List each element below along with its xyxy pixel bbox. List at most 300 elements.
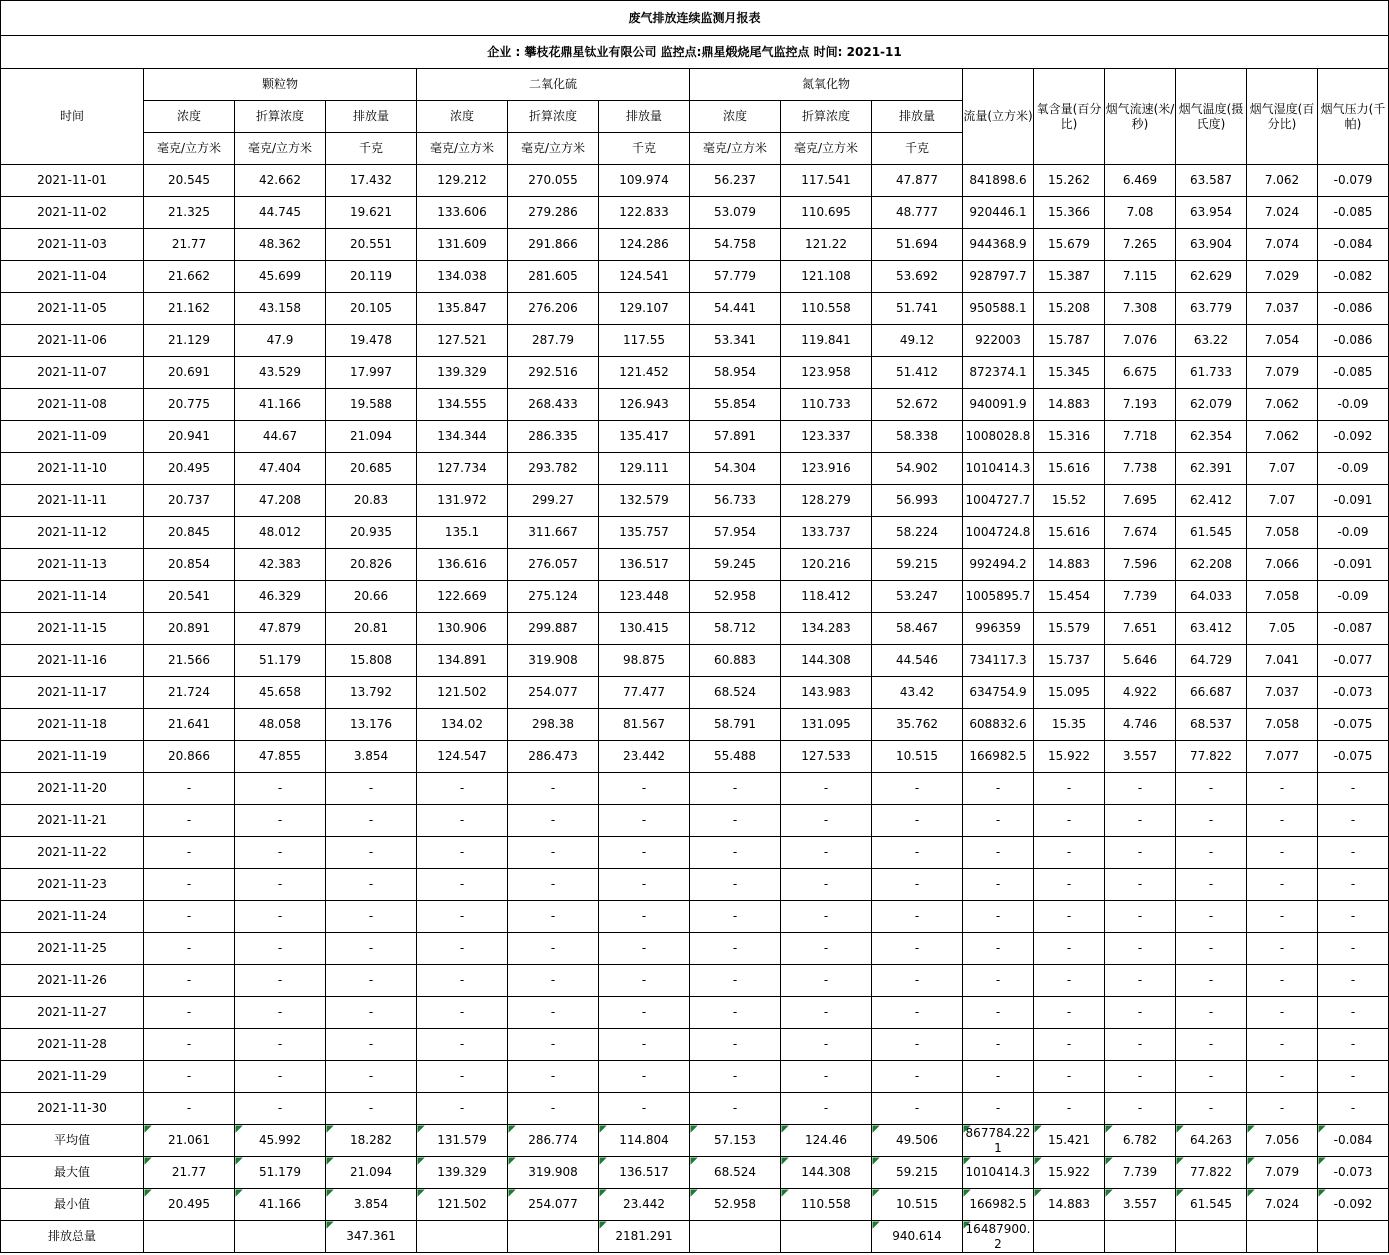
table-row — [1, 965, 1389, 997]
table-cell: - — [781, 805, 872, 837]
row-date: 2021-11-24 — [1, 901, 144, 933]
table-cell: 19.478 — [326, 325, 417, 357]
table-cell: - — [1247, 997, 1318, 1029]
table-row — [1, 869, 1389, 901]
table-cell: 15.616 — [1034, 517, 1105, 549]
table-cell: 15.579 — [1034, 613, 1105, 645]
table-cell: 3.854 — [326, 741, 417, 773]
summary-cell: 136.517 — [599, 1157, 690, 1189]
table-row — [1, 229, 1389, 261]
table-cell: - — [326, 933, 417, 965]
table-cell: - — [1176, 933, 1247, 965]
table-cell: - — [1247, 773, 1318, 805]
table-cell: 128.279 — [781, 485, 872, 517]
summary-label: 排放总量 — [1, 1221, 144, 1253]
table-cell: - — [235, 1093, 326, 1125]
table-cell: 123.916 — [781, 453, 872, 485]
table-cell: - — [508, 997, 599, 1029]
row-date: 2021-11-05 — [1, 293, 144, 325]
table-cell: 734117.3 — [963, 645, 1034, 677]
table-cell: - — [1247, 965, 1318, 997]
table-cell: - — [235, 773, 326, 805]
table-cell: 46.329 — [235, 581, 326, 613]
table-cell: -0.086 — [1318, 293, 1389, 325]
table-cell: 276.206 — [508, 293, 599, 325]
table-cell: 55.854 — [690, 389, 781, 421]
table-cell: - — [963, 869, 1034, 901]
table-cell: - — [1034, 965, 1105, 997]
table-cell: - — [781, 869, 872, 901]
table-cell: - — [599, 1061, 690, 1093]
table-cell: - — [326, 901, 417, 933]
table-cell: 7.07 — [1247, 453, 1318, 485]
summary-cell: 166982.5 — [963, 1189, 1034, 1221]
table-cell: - — [326, 773, 417, 805]
summary-cell — [508, 1221, 599, 1253]
table-cell: 268.433 — [508, 389, 599, 421]
table-cell: 920446.1 — [963, 197, 1034, 229]
table-cell: - — [1176, 805, 1247, 837]
table-cell: 15.787 — [1034, 325, 1105, 357]
table-cell: - — [326, 997, 417, 1029]
table-cell: - — [326, 805, 417, 837]
table-cell: - — [781, 837, 872, 869]
table-cell: - — [690, 837, 781, 869]
table-cell: 6.675 — [1105, 357, 1176, 389]
table-cell: -0.09 — [1318, 453, 1389, 485]
table-cell: 928797.7 — [963, 261, 1034, 293]
table-cell: 133.606 — [417, 197, 508, 229]
table-cell: - — [1247, 933, 1318, 965]
table-cell: - — [1318, 837, 1389, 869]
table-cell: - — [235, 1061, 326, 1093]
table-cell: - — [1176, 869, 1247, 901]
header-time: 时间 — [1, 69, 144, 165]
table-cell: 130.415 — [599, 613, 690, 645]
summary-row — [1, 1189, 1389, 1221]
table-cell: 19.588 — [326, 389, 417, 421]
table-cell: - — [963, 965, 1034, 997]
table-cell: - — [326, 837, 417, 869]
table-cell: 279.286 — [508, 197, 599, 229]
table-cell: -0.084 — [1318, 229, 1389, 261]
table-cell: - — [508, 869, 599, 901]
table-cell: - — [1247, 869, 1318, 901]
table-cell: - — [872, 965, 963, 997]
table-cell: - — [872, 1029, 963, 1061]
header-unit: 千克 — [599, 133, 690, 165]
table-cell: 7.024 — [1247, 197, 1318, 229]
time-label: 时间: — [813, 44, 843, 59]
table-cell: -0.092 — [1318, 421, 1389, 453]
table-cell: - — [235, 869, 326, 901]
summary-cell: 18.282 — [326, 1125, 417, 1157]
table-cell: 7.058 — [1247, 517, 1318, 549]
table-cell: - — [599, 965, 690, 997]
table-cell: 63.904 — [1176, 229, 1247, 261]
table-cell: 286.335 — [508, 421, 599, 453]
header-unit: 毫克/立方米 — [144, 133, 235, 165]
table-cell: 77.477 — [599, 677, 690, 709]
table-cell: 20.685 — [326, 453, 417, 485]
table-cell: - — [508, 1061, 599, 1093]
table-row — [1, 517, 1389, 549]
table-row — [1, 709, 1389, 741]
table-cell: 20.826 — [326, 549, 417, 581]
table-cell: 47.9 — [235, 325, 326, 357]
summary-cell — [144, 1221, 235, 1253]
table-cell: 311.667 — [508, 517, 599, 549]
table-cell: 21.662 — [144, 261, 235, 293]
table-cell: 7.062 — [1247, 165, 1318, 197]
table-row — [1, 997, 1389, 1029]
table-cell: - — [508, 965, 599, 997]
table-cell: 64.729 — [1176, 645, 1247, 677]
table-cell: - — [1034, 901, 1105, 933]
table-cell: - — [1105, 965, 1176, 997]
summary-cell: 6.782 — [1105, 1125, 1176, 1157]
header-unit: 千克 — [872, 133, 963, 165]
summary-cell: 7.056 — [1247, 1125, 1318, 1157]
table-cell: 42.383 — [235, 549, 326, 581]
table-cell: 7.08 — [1105, 197, 1176, 229]
table-cell: 7.265 — [1105, 229, 1176, 261]
table-cell: 7.066 — [1247, 549, 1318, 581]
summary-cell: 2181.291 — [599, 1221, 690, 1253]
table-cell: - — [144, 997, 235, 1029]
table-cell: 53.341 — [690, 325, 781, 357]
row-date: 2021-11-04 — [1, 261, 144, 293]
table-cell: - — [1318, 1029, 1389, 1061]
table-cell: 134.344 — [417, 421, 508, 453]
table-cell: 1004727.7 — [963, 485, 1034, 517]
summary-cell: 1010414.3 — [963, 1157, 1034, 1189]
summary-cell: 77.822 — [1176, 1157, 1247, 1189]
table-cell: - — [326, 869, 417, 901]
table-cell: - — [144, 965, 235, 997]
table-cell: 15.35 — [1034, 709, 1105, 741]
table-cell: - — [1318, 805, 1389, 837]
table-cell: - — [963, 997, 1034, 1029]
table-cell: 144.308 — [781, 645, 872, 677]
table-cell: 52.672 — [872, 389, 963, 421]
table-cell: 7.058 — [1247, 709, 1318, 741]
table-cell: 281.605 — [508, 261, 599, 293]
table-cell: - — [1318, 997, 1389, 1029]
table-cell: 14.883 — [1034, 549, 1105, 581]
report-title: 废气排放连续监测月报表 — [1, 1, 1389, 36]
table-cell: 63.587 — [1176, 165, 1247, 197]
row-date: 2021-11-14 — [1, 581, 144, 613]
summary-cell: 940.614 — [872, 1221, 963, 1253]
summary-cell: 52.958 — [690, 1189, 781, 1221]
table-cell: 7.738 — [1105, 453, 1176, 485]
table-cell: 133.737 — [781, 517, 872, 549]
table-cell: 20.81 — [326, 613, 417, 645]
table-cell: - — [599, 869, 690, 901]
table-cell: 5.646 — [1105, 645, 1176, 677]
table-row — [1, 549, 1389, 581]
header-flow: 流量(立方米) — [963, 69, 1034, 165]
table-cell: - — [599, 773, 690, 805]
table-cell: 68.537 — [1176, 709, 1247, 741]
table-cell: 166982.5 — [963, 741, 1034, 773]
table-cell: 64.033 — [1176, 581, 1247, 613]
table-cell: 124.286 — [599, 229, 690, 261]
table-cell: 121.502 — [417, 677, 508, 709]
table-cell: - — [508, 837, 599, 869]
table-cell: 54.304 — [690, 453, 781, 485]
header-sub-converted: 折算浓度 — [508, 101, 599, 133]
summary-cell: 21.77 — [144, 1157, 235, 1189]
table-cell: - — [1318, 901, 1389, 933]
table-cell: 120.216 — [781, 549, 872, 581]
table-cell: 20.941 — [144, 421, 235, 453]
enterprise-name: 攀枝花鼎星钛业有限公司 — [524, 44, 657, 59]
table-cell: 45.699 — [235, 261, 326, 293]
summary-cell: 121.502 — [417, 1189, 508, 1221]
table-cell: 7.076 — [1105, 325, 1176, 357]
table-cell: 293.782 — [508, 453, 599, 485]
table-cell: - — [1176, 773, 1247, 805]
table-cell: 20.935 — [326, 517, 417, 549]
table-cell: - — [1318, 1061, 1389, 1093]
table-cell: 944368.9 — [963, 229, 1034, 261]
table-cell: - — [1176, 901, 1247, 933]
summary-cell: 319.908 — [508, 1157, 599, 1189]
table-cell: - — [326, 1029, 417, 1061]
table-cell: - — [1318, 1093, 1389, 1125]
table-cell: 134.283 — [781, 613, 872, 645]
row-date: 2021-11-07 — [1, 357, 144, 389]
table-cell: - — [599, 1093, 690, 1125]
table-cell: - — [417, 1093, 508, 1125]
summary-cell: 286.774 — [508, 1125, 599, 1157]
table-cell: 56.237 — [690, 165, 781, 197]
table-cell: 20.545 — [144, 165, 235, 197]
table-cell: - — [235, 837, 326, 869]
table-cell: - — [235, 933, 326, 965]
table-cell: 4.746 — [1105, 709, 1176, 741]
table-cell: 110.695 — [781, 197, 872, 229]
table-cell: - — [690, 869, 781, 901]
table-row — [1, 389, 1389, 421]
table-cell: 44.67 — [235, 421, 326, 453]
table-cell: - — [417, 965, 508, 997]
summary-cell: 21.094 — [326, 1157, 417, 1189]
summary-cell: 16487900.2 — [963, 1221, 1034, 1253]
header-sub-concentration: 浓度 — [690, 101, 781, 133]
header-unit: 毫克/立方米 — [235, 133, 326, 165]
table-cell: - — [963, 805, 1034, 837]
row-date: 2021-11-28 — [1, 1029, 144, 1061]
table-cell: - — [690, 805, 781, 837]
table-cell: 135.417 — [599, 421, 690, 453]
table-cell: 58.954 — [690, 357, 781, 389]
table-cell: -0.073 — [1318, 677, 1389, 709]
table-cell: -0.091 — [1318, 549, 1389, 581]
table-cell: 20.541 — [144, 581, 235, 613]
table-cell: 276.057 — [508, 549, 599, 581]
table-cell: - — [872, 1093, 963, 1125]
summary-label: 最小值 — [1, 1189, 144, 1221]
table-cell: - — [1176, 1093, 1247, 1125]
table-cell: 15.262 — [1034, 165, 1105, 197]
table-cell: 123.448 — [599, 581, 690, 613]
table-cell: -0.079 — [1318, 165, 1389, 197]
summary-cell: 59.215 — [872, 1157, 963, 1189]
row-date: 2021-11-03 — [1, 229, 144, 261]
table-cell: 51.694 — [872, 229, 963, 261]
table-cell: 21.641 — [144, 709, 235, 741]
table-cell: -0.085 — [1318, 197, 1389, 229]
table-cell: - — [144, 1061, 235, 1093]
table-cell: 291.866 — [508, 229, 599, 261]
table-cell: 14.883 — [1034, 389, 1105, 421]
table-cell: 21.325 — [144, 197, 235, 229]
table-row — [1, 1029, 1389, 1061]
table-cell: 63.954 — [1176, 197, 1247, 229]
table-cell: - — [1105, 1029, 1176, 1061]
table-cell: 117.541 — [781, 165, 872, 197]
table-cell: 992494.2 — [963, 549, 1034, 581]
table-cell: 21.162 — [144, 293, 235, 325]
header-unit: 毫克/立方米 — [417, 133, 508, 165]
table-cell: 63.22 — [1176, 325, 1247, 357]
row-date: 2021-11-11 — [1, 485, 144, 517]
table-cell: 110.733 — [781, 389, 872, 421]
table-cell: 117.55 — [599, 325, 690, 357]
summary-cell: 110.558 — [781, 1189, 872, 1221]
table-row — [1, 197, 1389, 229]
table-cell: 47.877 — [872, 165, 963, 197]
table-cell: - — [144, 805, 235, 837]
table-cell: 10.515 — [872, 741, 963, 773]
header-velocity: 烟气流速(米/秒) — [1105, 69, 1176, 165]
table-cell: 23.442 — [599, 741, 690, 773]
table-cell: - — [599, 901, 690, 933]
table-cell: 63.412 — [1176, 613, 1247, 645]
summary-cell: 10.515 — [872, 1189, 963, 1221]
table-cell: 51.741 — [872, 293, 963, 325]
table-cell: 17.997 — [326, 357, 417, 389]
table-cell: 123.958 — [781, 357, 872, 389]
summary-cell: 51.179 — [235, 1157, 326, 1189]
table-cell: 126.943 — [599, 389, 690, 421]
table-cell: 4.922 — [1105, 677, 1176, 709]
table-cell: - — [1176, 1061, 1247, 1093]
table-cell: 109.974 — [599, 165, 690, 197]
table-cell: 58.338 — [872, 421, 963, 453]
table-cell: - — [599, 805, 690, 837]
row-date: 2021-11-23 — [1, 869, 144, 901]
table-cell: 124.547 — [417, 741, 508, 773]
summary-cell: 57.153 — [690, 1125, 781, 1157]
table-cell: - — [144, 773, 235, 805]
summary-cell: -0.073 — [1318, 1157, 1389, 1189]
table-cell: 121.22 — [781, 229, 872, 261]
header-sub-converted: 折算浓度 — [781, 101, 872, 133]
table-cell: 20.551 — [326, 229, 417, 261]
table-cell: 132.579 — [599, 485, 690, 517]
table-cell: - — [599, 1029, 690, 1061]
table-cell: - — [599, 837, 690, 869]
table-cell: 49.12 — [872, 325, 963, 357]
table-row — [1, 677, 1389, 709]
table-cell: 270.055 — [508, 165, 599, 197]
summary-cell: 347.361 — [326, 1221, 417, 1253]
table-cell: - — [235, 901, 326, 933]
summary-row — [1, 1157, 1389, 1189]
table-cell: 135.847 — [417, 293, 508, 325]
summary-cell — [1247, 1221, 1318, 1253]
table-cell: 51.179 — [235, 645, 326, 677]
table-cell: 20.105 — [326, 293, 417, 325]
table-cell: 7.029 — [1247, 261, 1318, 293]
table-cell: - — [144, 1093, 235, 1125]
row-date: 2021-11-06 — [1, 325, 144, 357]
table-cell: - — [781, 997, 872, 1029]
table-cell: - — [235, 997, 326, 1029]
table-cell: 48.012 — [235, 517, 326, 549]
summary-cell: 15.922 — [1034, 1157, 1105, 1189]
table-cell: 53.247 — [872, 581, 963, 613]
table-cell: 15.208 — [1034, 293, 1105, 325]
table-row — [1, 901, 1389, 933]
header-group-so2: 二氧化硫 — [417, 69, 690, 101]
table-cell: - — [1318, 869, 1389, 901]
table-cell: 1008028.8 — [963, 421, 1034, 453]
table-cell: 139.329 — [417, 357, 508, 389]
table-cell: 20.691 — [144, 357, 235, 389]
table-cell: 127.521 — [417, 325, 508, 357]
summary-cell: -0.092 — [1318, 1189, 1389, 1221]
table-cell: 319.908 — [508, 645, 599, 677]
table-cell: - — [1105, 1093, 1176, 1125]
summary-cell: 124.46 — [781, 1125, 872, 1157]
table-cell: - — [326, 1093, 417, 1125]
table-cell: 55.488 — [690, 741, 781, 773]
table-cell: - — [417, 997, 508, 1029]
table-cell: 56.733 — [690, 485, 781, 517]
table-cell: 21.77 — [144, 229, 235, 261]
header-oxygen: 氧含量(百分比) — [1034, 69, 1105, 165]
table-cell: 110.558 — [781, 293, 872, 325]
table-cell: 872374.1 — [963, 357, 1034, 389]
table-cell: - — [417, 901, 508, 933]
table-cell: 15.679 — [1034, 229, 1105, 261]
row-date: 2021-11-22 — [1, 837, 144, 869]
table-cell: 43.158 — [235, 293, 326, 325]
table-cell: 7.193 — [1105, 389, 1176, 421]
table-cell: 608832.6 — [963, 709, 1034, 741]
summary-cell: 41.166 — [235, 1189, 326, 1221]
table-cell: - — [781, 965, 872, 997]
summary-cell: 68.524 — [690, 1157, 781, 1189]
table-cell: 21.129 — [144, 325, 235, 357]
table-cell: 996359 — [963, 613, 1034, 645]
table-cell: 299.27 — [508, 485, 599, 517]
table-cell: 66.687 — [1176, 677, 1247, 709]
table-cell: 20.83 — [326, 485, 417, 517]
table-cell: - — [690, 773, 781, 805]
monitor-name: 鼎星煅烧尾气监控点 — [701, 44, 810, 59]
table-cell: 20.495 — [144, 453, 235, 485]
table-cell: - — [872, 997, 963, 1029]
table-cell: 136.616 — [417, 549, 508, 581]
summary-cell: 15.421 — [1034, 1125, 1105, 1157]
table-cell: - — [508, 901, 599, 933]
